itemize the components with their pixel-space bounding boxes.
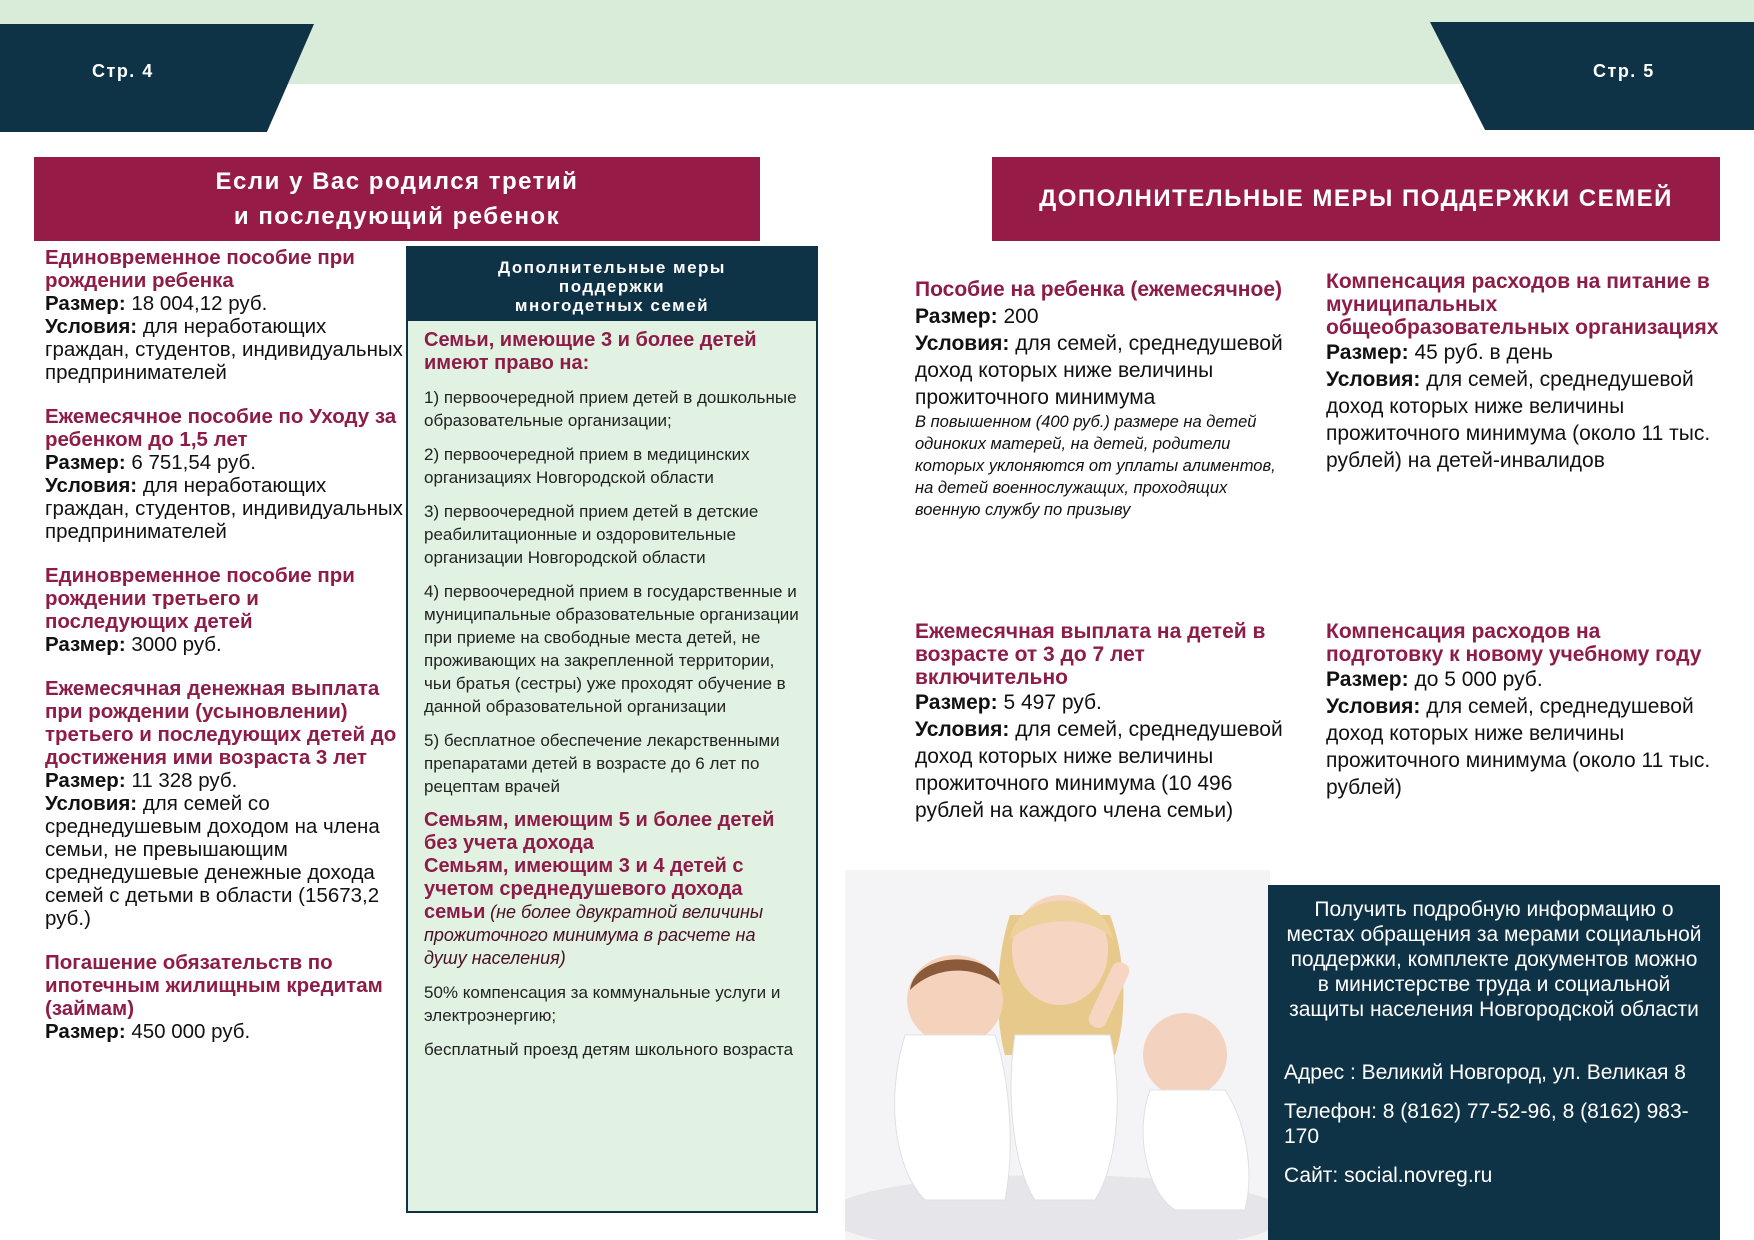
page-tab-right	[1430, 22, 1754, 130]
size-value: 45 руб. в день	[1414, 341, 1553, 364]
benefit-school-compensation	[1326, 620, 1720, 801]
size-value: 18 004,12 руб.	[131, 292, 268, 315]
conditions-value: для семей, среднедушевой доход которых ниже величины прожиточного минимума	[915, 332, 1283, 409]
size-label: Размер:	[45, 1020, 126, 1043]
benefit-title: Ежемесячная выплата на детей в возрасте от 3 до 7 лет включительно	[915, 620, 1266, 689]
conditions-value: для семей, среднедушевой доход которых ниже величины прожиточного минимума (около 11 тыс. рублей)	[1326, 695, 1711, 799]
left-banner-line2: и последующий ребенок	[233, 203, 561, 230]
size-value: 11 328 руб.	[131, 769, 238, 792]
benefit-item	[45, 951, 405, 1043]
left-banner-line1: Если у Вас родился третий	[215, 168, 579, 195]
website-link[interactable]: Сайт: social.novreg.ru	[1284, 1164, 1493, 1187]
size-value: 450 000 руб.	[131, 1020, 251, 1043]
benefit-meal-compensation	[1326, 270, 1720, 474]
size-label: Размер:	[45, 292, 126, 315]
size-value: 5 497 руб.	[1003, 691, 1102, 714]
conditions-label: Условия:	[1326, 695, 1421, 718]
conditions-label: Условия:	[915, 332, 1010, 355]
contact-info-panel	[1268, 885, 1720, 1240]
list-item: 4) первоочередной прием в государственные и муниципальные образовательные организации при приеме на свободные места детей, не проживающих на закрепленной территории, чьи братья (сестры) уже проходят обучение в данной образовательной организации	[424, 582, 799, 716]
size-label: Размер:	[1326, 341, 1409, 364]
conditions-value: для семей, среднедушевой доход которых ниже величины прожиточного минимума (10 496 рублей на каждого члена семьи)	[915, 718, 1283, 822]
address: Адрес : Великий Новгород, ул. Великая 8	[1284, 1061, 1686, 1084]
size-label: Размер:	[45, 451, 126, 474]
list-item: 2) первоочередной прием в медицинских организациях Новгородской области	[424, 445, 750, 487]
size-value: 6 751,54 руб.	[131, 451, 256, 474]
conditions-value: для семей со среднедушевым доходом на члена семьи, не превышающим среднедушевые денежные дохода семей с детьми в области (15673,2 руб.)	[45, 792, 380, 930]
list-item: 3) первоочередной прием детей в детские реабилитационные и оздоровительные организации Новгородской области	[424, 502, 759, 567]
right-banner: ДОПОЛНИТЕЛЬНЫЕ МЕРЫ ПОДДЕРЖКИ СЕМЕЙ	[992, 157, 1720, 241]
benefit-title: Погашение обязательств по ипотечным жилищным кредитам (займам)	[45, 951, 383, 1020]
size-value: до 5 000 руб.	[1414, 668, 1543, 691]
list-item: 5) бесплатное обеспечение лекарственными препаратами детей в возрасте до 6 лет по рецептам врачей	[424, 731, 780, 796]
benefit-title: Ежемесячная денежная выплата при рождении (усыновлении) третьего и последующих детей до достижения ими возраста 3 лет	[45, 677, 397, 769]
conditions-label: Условия:	[915, 718, 1010, 741]
size-label: Размер:	[45, 769, 126, 792]
benefit-item	[45, 677, 405, 930]
children-photo	[845, 870, 1270, 1240]
benefit-title: Пособие на ребенка (ежемесячное)	[915, 278, 1282, 301]
conditions-value: для неработающих граждан, студентов, индивидуальных предпринимателей	[45, 315, 403, 384]
benefit-title: Компенсация расходов на подготовку к новому учебному году	[1326, 620, 1702, 666]
condition-five-children: Семьям, имеющим 5 и более детей без учета дохода	[424, 809, 775, 854]
box-header	[408, 248, 816, 321]
conditions-value: для семей, среднедушевой доход которых ниже величины прожиточного минимума (около 11 тыс. рублей) на детей-инвалидов	[1326, 368, 1711, 472]
size-value: 3000 руб.	[131, 633, 222, 656]
condition-three-four-children: Семьям, имеющим 3 и 4 детей с учетом среднедушевого дохода семьи	[424, 855, 744, 923]
benefit-note: В повышенном (400 руб.) размере на детей одиноких матерей, на детей, родители которых уклоняются от уплаты алиментов, на детей военнослужащих, проходящих военную службу по призыву	[915, 413, 1276, 519]
benefit-child-allowance	[915, 276, 1285, 521]
benefit-item	[45, 564, 405, 656]
box-header-line2: поддержки	[558, 277, 666, 296]
benefit-3-7-years	[915, 620, 1295, 824]
benefit-item	[45, 246, 405, 384]
box-subtitle: Семьи, имеющие 3 и более детей имеют право на:	[424, 329, 757, 374]
box-header-line3: многодетных семей	[514, 296, 710, 315]
size-label: Размер:	[915, 691, 998, 714]
info-text: Получить подробную информацию о местах обращения за мерами социальной поддержки, комплекте документов можно в министерстве труда и социальной защиты населения Новгородской области	[1286, 898, 1702, 1021]
page-tab-left	[0, 24, 314, 132]
benefit-item	[45, 405, 405, 543]
benefit-title: Ежемесячное пособие по Уходу за ребенком до 1,5 лет	[45, 405, 397, 451]
size-label: Размер:	[915, 305, 998, 328]
conditions-label: Условия:	[45, 315, 138, 338]
conditions-label: Условия:	[1326, 368, 1421, 391]
box-header-line1: Дополнительные меры	[498, 258, 726, 277]
left-benefits-column	[45, 246, 405, 1064]
benefit-title: Единовременное пособие при рождении третьего и последующих детей	[45, 564, 355, 633]
list-item: 50% компенсация за коммунальные услуги и электроэнергию;	[424, 983, 781, 1025]
left-banner	[34, 157, 760, 241]
benefit-title: Компенсация расходов на питание в муниципальных общеобразовательных организациях	[1326, 270, 1719, 339]
size-value: 200	[1003, 305, 1039, 328]
large-family-box	[406, 246, 818, 1213]
conditions-label: Условия:	[45, 792, 138, 815]
conditions-label: Условия:	[45, 474, 138, 497]
phone: Телефон: 8 (8162) 77-52-96, 8 (8162) 983-170	[1284, 1100, 1689, 1148]
condition-note: (не более двукратной величины прожиточного минимума в расчете на душу населения)	[424, 902, 764, 968]
size-label: Размер:	[45, 633, 126, 656]
page-number-right: Стр. 5	[1593, 61, 1655, 81]
size-label: Размер:	[1326, 668, 1409, 691]
conditions-value: для неработающих граждан, студентов, индивидуальных предпринимателей	[45, 474, 403, 543]
page-number-left: Стр. 4	[92, 61, 154, 81]
benefit-title: Единовременное пособие при рождении ребенка	[45, 246, 355, 292]
list-item: 1) первоочередной прием детей в дошкольные образовательные организации;	[424, 388, 797, 430]
list-item: бесплатный проезд детям школьного возраста	[424, 1040, 794, 1059]
